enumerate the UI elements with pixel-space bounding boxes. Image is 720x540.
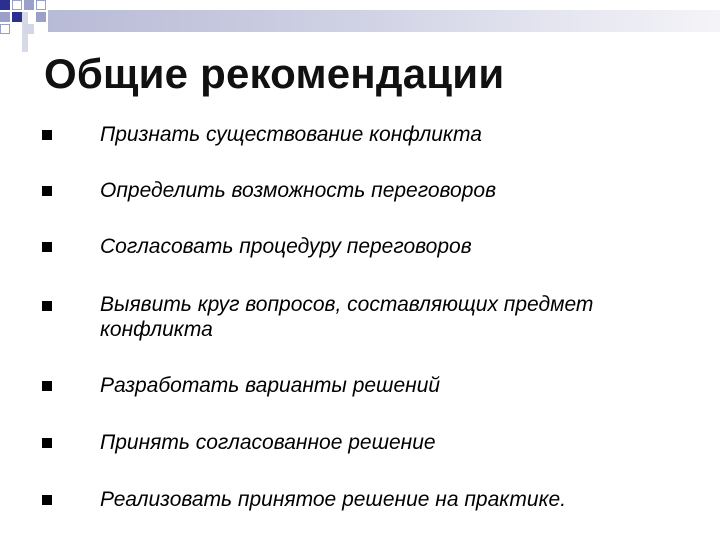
square-bullet-icon (42, 186, 52, 196)
bullet-text: Реализовать принятое решение на практике. (100, 488, 567, 511)
decorative-square (36, 12, 46, 22)
square-bullet-icon (42, 301, 52, 311)
square-bullet-icon (42, 130, 52, 140)
header-decoration (0, 0, 720, 40)
decorative-square (12, 12, 22, 22)
bullet-text: Определить возможность переговоров (100, 179, 497, 202)
bullet-text: Признать существование конфликта (100, 123, 482, 146)
square-bullet-icon (42, 242, 52, 252)
decorative-square (36, 0, 46, 10)
bullet-text: Принять согласованное решение (100, 431, 436, 454)
header-gradient-band (48, 10, 720, 32)
decorative-square (24, 0, 34, 10)
decorative-square (0, 12, 10, 22)
bullet-text: Выявить круг вопросов, составляющих предмет конфликта (100, 293, 594, 341)
bullet-text: Согласовать процедуру переговоров (100, 235, 472, 258)
decorative-square (24, 24, 34, 34)
decorative-square (12, 0, 22, 10)
square-bullet-icon (42, 438, 52, 448)
slide-title: Общие рекомендации (44, 50, 505, 97)
square-bullet-icon (42, 495, 52, 505)
square-bullet-icon (42, 381, 52, 391)
decorative-square (0, 0, 10, 10)
bullet-text: Разработать варианты решений (100, 374, 441, 397)
decorative-square (0, 24, 10, 34)
